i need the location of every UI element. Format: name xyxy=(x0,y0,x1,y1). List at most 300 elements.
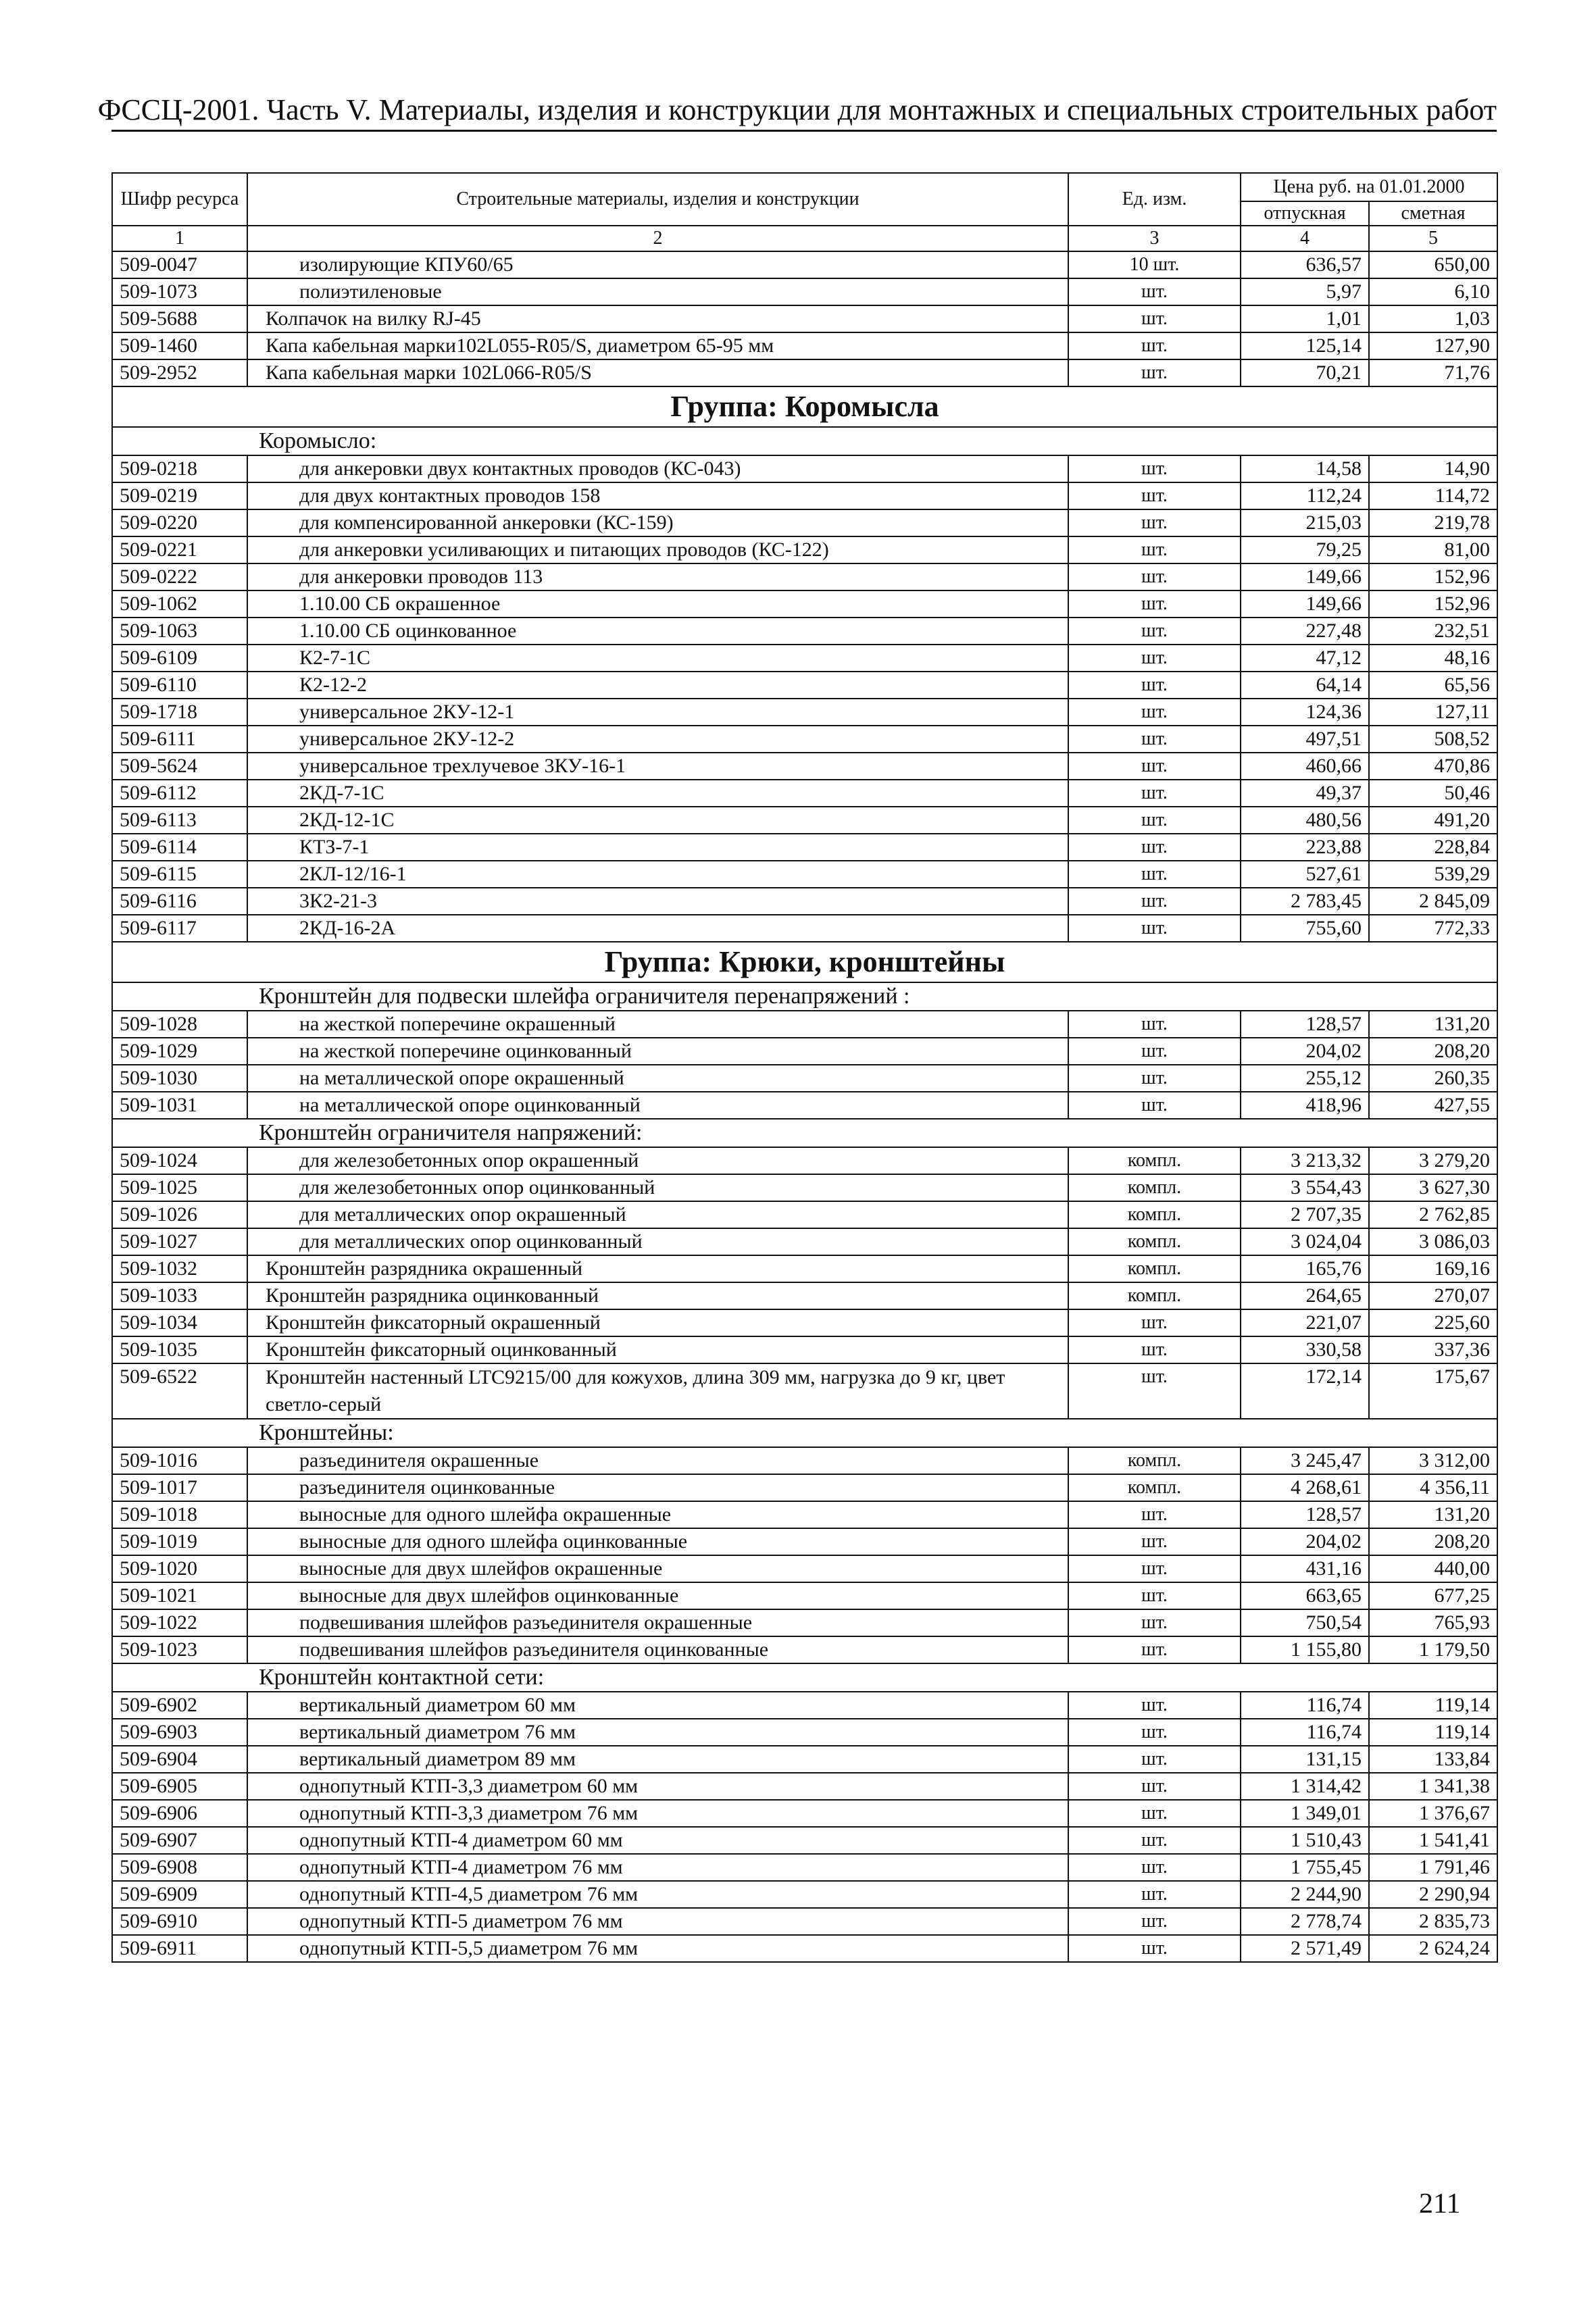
table-header-row xyxy=(112,173,1497,201)
table-row xyxy=(112,807,1497,834)
release-price: 3 213,32 xyxy=(1241,1147,1369,1174)
release-price: 2 571,49 xyxy=(1241,1935,1369,1962)
material-name: вертикальный диаметром 60 мм xyxy=(247,1692,1068,1719)
resource-code: 509-1026 xyxy=(112,1201,247,1228)
resource-code: 509-6902 xyxy=(112,1692,247,1719)
table-row xyxy=(112,1582,1497,1609)
material-name: однопутный КТП-4 диаметром 76 мм xyxy=(247,1854,1068,1881)
estimate-price: 131,20 xyxy=(1369,1011,1497,1038)
release-price: 330,58 xyxy=(1241,1336,1369,1363)
estimate-price: 1 376,67 xyxy=(1369,1800,1497,1827)
material-name: разъединителя окрашенные xyxy=(247,1447,1068,1474)
estimate-price: 131,20 xyxy=(1369,1501,1497,1528)
release-price: 460,66 xyxy=(1241,753,1369,780)
column-number: 5 xyxy=(1369,226,1497,251)
release-price: 64,14 xyxy=(1241,672,1369,699)
table-row xyxy=(112,1174,1497,1201)
table-row xyxy=(112,888,1497,915)
unit: компл. xyxy=(1068,1282,1241,1309)
subgroup-heading-row xyxy=(112,1663,1497,1692)
unit: шт. xyxy=(1068,1719,1241,1746)
subgroup-heading: Кронштейн ограничителя напряжений: xyxy=(112,1119,1497,1147)
release-price: 527,61 xyxy=(1241,861,1369,888)
resource-code: 509-1034 xyxy=(112,1309,247,1336)
resource-code: 509-6905 xyxy=(112,1773,247,1800)
unit: шт. xyxy=(1068,590,1241,618)
estimate-price: 3 627,30 xyxy=(1369,1174,1497,1201)
unit: шт. xyxy=(1068,1363,1241,1419)
unit: шт. xyxy=(1068,278,1241,305)
resource-code: 509-1021 xyxy=(112,1582,247,1609)
release-price: 204,02 xyxy=(1241,1038,1369,1065)
release-price: 1 155,80 xyxy=(1241,1636,1369,1663)
estimate-price: 2 762,85 xyxy=(1369,1201,1497,1228)
table-row xyxy=(112,753,1497,780)
estimate-price: 208,20 xyxy=(1369,1528,1497,1555)
release-price: 128,57 xyxy=(1241,1011,1369,1038)
release-price: 2 244,90 xyxy=(1241,1881,1369,1908)
column-number: 1 xyxy=(112,226,247,251)
unit: компл. xyxy=(1068,1201,1241,1228)
estimate-price: 114,72 xyxy=(1369,482,1497,509)
table-row xyxy=(112,1827,1497,1854)
release-price: 3 024,04 xyxy=(1241,1228,1369,1255)
release-price: 3 245,47 xyxy=(1241,1447,1369,1474)
table-row xyxy=(112,1363,1497,1419)
estimate-price: 1 791,46 xyxy=(1369,1854,1497,1881)
material-name: Капа кабельная марки 102L066-R05/S xyxy=(247,359,1068,386)
unit: шт. xyxy=(1068,807,1241,834)
unit: 10 шт. xyxy=(1068,251,1241,278)
table-row xyxy=(112,1309,1497,1336)
release-price: 255,12 xyxy=(1241,1065,1369,1092)
table-row xyxy=(112,1692,1497,1719)
table-row xyxy=(112,1719,1497,1746)
estimate-price: 440,00 xyxy=(1369,1555,1497,1582)
estimate-price: 3 312,00 xyxy=(1369,1447,1497,1474)
unit: шт. xyxy=(1068,359,1241,386)
estimate-price: 127,11 xyxy=(1369,699,1497,726)
resource-code: 509-1718 xyxy=(112,699,247,726)
unit: шт. xyxy=(1068,861,1241,888)
subgroup-heading-row xyxy=(112,427,1497,455)
release-price: 431,16 xyxy=(1241,1555,1369,1582)
material-name: Капа кабельная марки102L055-R05/S, диаметром 65-95 мм xyxy=(247,332,1068,359)
group-heading-row xyxy=(112,942,1497,982)
release-price: 149,66 xyxy=(1241,590,1369,618)
release-price: 5,97 xyxy=(1241,278,1369,305)
estimate-price: 2 845,09 xyxy=(1369,888,1497,915)
estimate-price: 48,16 xyxy=(1369,645,1497,672)
estimate-price: 71,76 xyxy=(1369,359,1497,386)
running-header xyxy=(97,88,1497,132)
table-row xyxy=(112,1336,1497,1363)
table-row xyxy=(112,305,1497,332)
table-row xyxy=(112,1800,1497,1827)
resource-code: 509-6903 xyxy=(112,1719,247,1746)
release-price: 112,24 xyxy=(1241,482,1369,509)
table-row xyxy=(112,509,1497,536)
release-price: 1 349,01 xyxy=(1241,1800,1369,1827)
table-row xyxy=(112,726,1497,753)
resource-code: 509-6112 xyxy=(112,780,247,807)
release-price: 79,25 xyxy=(1241,536,1369,563)
estimate-price: 208,20 xyxy=(1369,1038,1497,1065)
resource-code: 509-1063 xyxy=(112,618,247,645)
group-heading: Группа: Коромысла xyxy=(112,386,1497,427)
release-price: 1 314,42 xyxy=(1241,1773,1369,1800)
resource-code: 509-6909 xyxy=(112,1881,247,1908)
unit: шт. xyxy=(1068,1065,1241,1092)
estimate-price: 119,14 xyxy=(1369,1692,1497,1719)
estimate-price: 65,56 xyxy=(1369,672,1497,699)
table-row xyxy=(112,1147,1497,1174)
material-name: подвешивания шлейфов разъединителя окрашенные xyxy=(247,1609,1068,1636)
material-name: Кронштейн разрядника окрашенный xyxy=(247,1255,1068,1282)
estimate-price: 491,20 xyxy=(1369,807,1497,834)
group-heading-row xyxy=(112,386,1497,427)
resource-code: 509-6113 xyxy=(112,807,247,834)
material-name: для компенсированной анкеровки (КС-159) xyxy=(247,509,1068,536)
resource-code: 509-6522 xyxy=(112,1363,247,1419)
unit: шт. xyxy=(1068,888,1241,915)
resource-code: 509-0221 xyxy=(112,536,247,563)
material-name: разъединителя оцинкованные xyxy=(247,1474,1068,1501)
release-price: 223,88 xyxy=(1241,834,1369,861)
material-name: универсальное 2КУ-12-1 xyxy=(247,699,1068,726)
material-name: Кронштейн разрядника оцинкованный xyxy=(247,1282,1068,1309)
release-price: 2 783,45 xyxy=(1241,888,1369,915)
estimate-price: 765,93 xyxy=(1369,1609,1497,1636)
resource-code: 509-1029 xyxy=(112,1038,247,1065)
resource-code: 509-0220 xyxy=(112,509,247,536)
unit: шт. xyxy=(1068,1636,1241,1663)
release-price: 70,21 xyxy=(1241,359,1369,386)
header-release-price: отпускная xyxy=(1241,201,1369,226)
unit: шт. xyxy=(1068,672,1241,699)
estimate-price: 3 279,20 xyxy=(1369,1147,1497,1174)
unit: шт. xyxy=(1068,536,1241,563)
resource-code: 509-1035 xyxy=(112,1336,247,1363)
material-name: 1.10.00 СБ оцинкованное xyxy=(247,618,1068,645)
resource-code: 509-6906 xyxy=(112,1800,247,1827)
release-price: 131,15 xyxy=(1241,1746,1369,1773)
unit: шт. xyxy=(1068,1092,1241,1119)
release-price: 124,36 xyxy=(1241,699,1369,726)
document-title: ФССЦ-2001. Часть V. Материалы, изделия и конструкции для монтажных и специальных строительных работ xyxy=(97,93,1497,126)
table-row xyxy=(112,699,1497,726)
unit: шт. xyxy=(1068,780,1241,807)
material-name: выносные для одного шлейфа окрашенные xyxy=(247,1501,1068,1528)
material-name: для анкеровки проводов 113 xyxy=(247,563,1068,590)
unit: шт. xyxy=(1068,455,1241,482)
resource-code: 509-6907 xyxy=(112,1827,247,1854)
subgroup-heading-row xyxy=(112,1419,1497,1447)
table-row xyxy=(112,1935,1497,1962)
table-row xyxy=(112,1746,1497,1773)
material-name: для железобетонных опор окрашенный xyxy=(247,1147,1068,1174)
material-name: Кронштейн фиксаторный окрашенный xyxy=(247,1309,1068,1336)
resource-code: 509-1031 xyxy=(112,1092,247,1119)
estimate-price: 1,03 xyxy=(1369,305,1497,332)
estimate-price: 2 835,73 xyxy=(1369,1908,1497,1935)
material-name: выносные для двух шлейфов оцинкованные xyxy=(247,1582,1068,1609)
material-name: на жесткой поперечине оцинкованный xyxy=(247,1038,1068,1065)
unit: шт. xyxy=(1068,1501,1241,1528)
table-row xyxy=(112,1038,1497,1065)
estimate-price: 175,67 xyxy=(1369,1363,1497,1419)
resource-code: 509-0047 xyxy=(112,251,247,278)
estimate-price: 2 624,24 xyxy=(1369,1935,1497,1962)
table-row xyxy=(112,1092,1497,1119)
material-name: полиэтиленовые xyxy=(247,278,1068,305)
unit: компл. xyxy=(1068,1228,1241,1255)
release-price: 4 268,61 xyxy=(1241,1474,1369,1501)
table-row xyxy=(112,834,1497,861)
material-name: вертикальный диаметром 76 мм xyxy=(247,1719,1068,1746)
resource-code: 509-1027 xyxy=(112,1228,247,1255)
unit: шт. xyxy=(1068,305,1241,332)
release-price: 418,96 xyxy=(1241,1092,1369,1119)
header-code: Шифр ресурса xyxy=(112,173,247,226)
table-row xyxy=(112,1609,1497,1636)
unit: компл. xyxy=(1068,1447,1241,1474)
table-row xyxy=(112,251,1497,278)
resource-code: 509-1017 xyxy=(112,1474,247,1501)
estimate-price: 152,96 xyxy=(1369,590,1497,618)
resource-code: 509-1018 xyxy=(112,1501,247,1528)
resource-code: 509-6117 xyxy=(112,915,247,942)
resource-code: 509-1033 xyxy=(112,1282,247,1309)
table-row xyxy=(112,1065,1497,1092)
table-row xyxy=(112,1255,1497,1282)
group-heading: Группа: Крюки, кронштейны xyxy=(112,942,1497,982)
resource-code: 509-6908 xyxy=(112,1854,247,1881)
price-table xyxy=(111,172,1498,1963)
unit: шт. xyxy=(1068,1908,1241,1935)
table-row xyxy=(112,618,1497,645)
header-unit: Ед. изм. xyxy=(1068,173,1241,226)
release-price: 3 554,43 xyxy=(1241,1174,1369,1201)
estimate-price: 133,84 xyxy=(1369,1746,1497,1773)
resource-code: 509-1016 xyxy=(112,1447,247,1474)
material-name: Колпачок на вилку RJ-45 xyxy=(247,305,1068,332)
table-row xyxy=(112,1773,1497,1800)
unit: компл. xyxy=(1068,1255,1241,1282)
unit: шт. xyxy=(1068,699,1241,726)
column-number-row xyxy=(112,226,1497,251)
unit: шт. xyxy=(1068,1336,1241,1363)
estimate-price: 169,16 xyxy=(1369,1255,1497,1282)
release-price: 227,48 xyxy=(1241,618,1369,645)
table-row xyxy=(112,1228,1497,1255)
resource-code: 509-2952 xyxy=(112,359,247,386)
table-row xyxy=(112,915,1497,942)
material-name: изолирующие КПУ60/65 xyxy=(247,251,1068,278)
estimate-price: 2 290,94 xyxy=(1369,1881,1497,1908)
material-name: 3К2-21-3 xyxy=(247,888,1068,915)
subgroup-heading: Кронштейн контактной сети: xyxy=(112,1663,1497,1692)
resource-code: 509-6111 xyxy=(112,726,247,753)
unit: шт. xyxy=(1068,618,1241,645)
unit: компл. xyxy=(1068,1474,1241,1501)
unit: шт. xyxy=(1068,1827,1241,1854)
resource-code: 509-1024 xyxy=(112,1147,247,1174)
resource-code: 509-6110 xyxy=(112,672,247,699)
estimate-price: 3 086,03 xyxy=(1369,1228,1497,1255)
table-row xyxy=(112,672,1497,699)
material-name: однопутный КТП-5 диаметром 76 мм xyxy=(247,1908,1068,1935)
unit: шт. xyxy=(1068,1011,1241,1038)
table-row xyxy=(112,1011,1497,1038)
estimate-price: 232,51 xyxy=(1369,618,1497,645)
material-name: однопутный КТП-4,5 диаметром 76 мм xyxy=(247,1881,1068,1908)
resource-code: 509-6114 xyxy=(112,834,247,861)
material-name: Кронштейн фиксаторный оцинкованный xyxy=(247,1336,1068,1363)
table-row xyxy=(112,1854,1497,1881)
release-price: 497,51 xyxy=(1241,726,1369,753)
release-price: 1 510,43 xyxy=(1241,1827,1369,1854)
unit: шт. xyxy=(1068,509,1241,536)
estimate-price: 677,25 xyxy=(1369,1582,1497,1609)
release-price: 636,57 xyxy=(1241,251,1369,278)
release-price: 2 707,35 xyxy=(1241,1201,1369,1228)
material-name: для анкеровки двух контактных проводов (КС-043) xyxy=(247,455,1068,482)
estimate-price: 270,07 xyxy=(1369,1282,1497,1309)
resource-code: 509-1028 xyxy=(112,1011,247,1038)
header-estimate-price: сметная xyxy=(1369,201,1497,226)
table-row xyxy=(112,278,1497,305)
material-name: для железобетонных опор оцинкованный xyxy=(247,1174,1068,1201)
release-price: 2 778,74 xyxy=(1241,1908,1369,1935)
table-row xyxy=(112,780,1497,807)
resource-code: 509-1460 xyxy=(112,332,247,359)
release-price: 750,54 xyxy=(1241,1609,1369,1636)
estimate-price: 1 179,50 xyxy=(1369,1636,1497,1663)
estimate-price: 81,00 xyxy=(1369,536,1497,563)
estimate-price: 127,90 xyxy=(1369,332,1497,359)
table-row xyxy=(112,1201,1497,1228)
material-name: 2КД-16-2А xyxy=(247,915,1068,942)
column-number: 2 xyxy=(247,226,1068,251)
release-price: 663,65 xyxy=(1241,1582,1369,1609)
material-name: вертикальный диаметром 89 мм xyxy=(247,1746,1068,1773)
unit: шт. xyxy=(1068,834,1241,861)
resource-code: 509-1020 xyxy=(112,1555,247,1582)
material-name: Кронштейн настенный LTC9215/00 для кожухов, длина 309 мм, нагрузка до 9 кг, цвет светло-серый xyxy=(247,1363,1068,1419)
table-row xyxy=(112,536,1497,563)
resource-code: 509-1032 xyxy=(112,1255,247,1282)
estimate-price: 427,55 xyxy=(1369,1092,1497,1119)
material-name: однопутный КТП-4 диаметром 60 мм xyxy=(247,1827,1068,1854)
table-row xyxy=(112,590,1497,618)
table-row xyxy=(112,861,1497,888)
resource-code: 509-6116 xyxy=(112,888,247,915)
subgroup-heading-row xyxy=(112,1119,1497,1147)
estimate-price: 470,86 xyxy=(1369,753,1497,780)
material-name: однопутный КТП-5,5 диаметром 76 мм xyxy=(247,1935,1068,1962)
unit: шт. xyxy=(1068,1854,1241,1881)
material-name: 2КД-12-1С xyxy=(247,807,1068,834)
estimate-price: 228,84 xyxy=(1369,834,1497,861)
resource-code: 509-1019 xyxy=(112,1528,247,1555)
table-row xyxy=(112,482,1497,509)
table-row xyxy=(112,1474,1497,1501)
estimate-price: 219,78 xyxy=(1369,509,1497,536)
resource-code: 509-6910 xyxy=(112,1908,247,1935)
release-price: 264,65 xyxy=(1241,1282,1369,1309)
estimate-price: 650,00 xyxy=(1369,251,1497,278)
release-price: 116,74 xyxy=(1241,1719,1369,1746)
release-price: 1 755,45 xyxy=(1241,1854,1369,1881)
material-name: 2КД-7-1С xyxy=(247,780,1068,807)
resource-code: 509-6115 xyxy=(112,861,247,888)
material-name: К2-7-1С xyxy=(247,645,1068,672)
unit: шт. xyxy=(1068,753,1241,780)
table-row xyxy=(112,1881,1497,1908)
resource-code: 509-1023 xyxy=(112,1636,247,1663)
material-name: выносные для одного шлейфа оцинкованные xyxy=(247,1528,1068,1555)
unit: шт. xyxy=(1068,1582,1241,1609)
table-row xyxy=(112,1282,1497,1309)
resource-code: 509-5624 xyxy=(112,753,247,780)
unit: шт. xyxy=(1068,1555,1241,1582)
release-price: 149,66 xyxy=(1241,563,1369,590)
release-price: 172,14 xyxy=(1241,1363,1369,1419)
release-price: 755,60 xyxy=(1241,915,1369,942)
release-price: 128,57 xyxy=(1241,1501,1369,1528)
unit: шт. xyxy=(1068,1935,1241,1962)
resource-code: 509-0222 xyxy=(112,563,247,590)
release-price: 215,03 xyxy=(1241,509,1369,536)
subgroup-heading: Коромысло: xyxy=(112,427,1497,455)
material-name: универсальное трехлучевое 3КУ-16-1 xyxy=(247,753,1068,780)
material-name: выносные для двух шлейфов окрашенные xyxy=(247,1555,1068,1582)
estimate-price: 152,96 xyxy=(1369,563,1497,590)
resource-code: 509-0219 xyxy=(112,482,247,509)
material-name: 1.10.00 СБ окрашенное xyxy=(247,590,1068,618)
material-name: К2-12-2 xyxy=(247,672,1068,699)
resource-code: 509-6109 xyxy=(112,645,247,672)
unit: шт. xyxy=(1068,563,1241,590)
subgroup-heading: Кронштейн для подвески шлейфа ограничителя перенапряжений : xyxy=(112,982,1497,1011)
release-price: 1,01 xyxy=(1241,305,1369,332)
unit: шт. xyxy=(1068,1746,1241,1773)
header-name: Строительные материалы, изделия и конструкции xyxy=(247,173,1068,226)
unit: шт. xyxy=(1068,915,1241,942)
unit: шт. xyxy=(1068,1528,1241,1555)
unit: шт. xyxy=(1068,645,1241,672)
release-price: 47,12 xyxy=(1241,645,1369,672)
release-price: 480,56 xyxy=(1241,807,1369,834)
unit: шт. xyxy=(1068,1309,1241,1336)
material-name: однопутный КТП-3,3 диаметром 76 мм xyxy=(247,1800,1068,1827)
unit: компл. xyxy=(1068,1174,1241,1201)
table-row xyxy=(112,1528,1497,1555)
material-name: 2КЛ-12/16-1 xyxy=(247,861,1068,888)
material-name: универсальное 2КУ-12-2 xyxy=(247,726,1068,753)
table-row xyxy=(112,645,1497,672)
subgroup-heading-row xyxy=(112,982,1497,1011)
material-name: на металлической опоре окрашенный xyxy=(247,1065,1068,1092)
material-name: на металлической опоре оцинкованный xyxy=(247,1092,1068,1119)
resource-code: 509-6904 xyxy=(112,1746,247,1773)
table-row xyxy=(112,1908,1497,1935)
unit: шт. xyxy=(1068,726,1241,753)
resource-code: 509-1073 xyxy=(112,278,247,305)
unit: шт. xyxy=(1068,1800,1241,1827)
table-row xyxy=(112,1447,1497,1474)
